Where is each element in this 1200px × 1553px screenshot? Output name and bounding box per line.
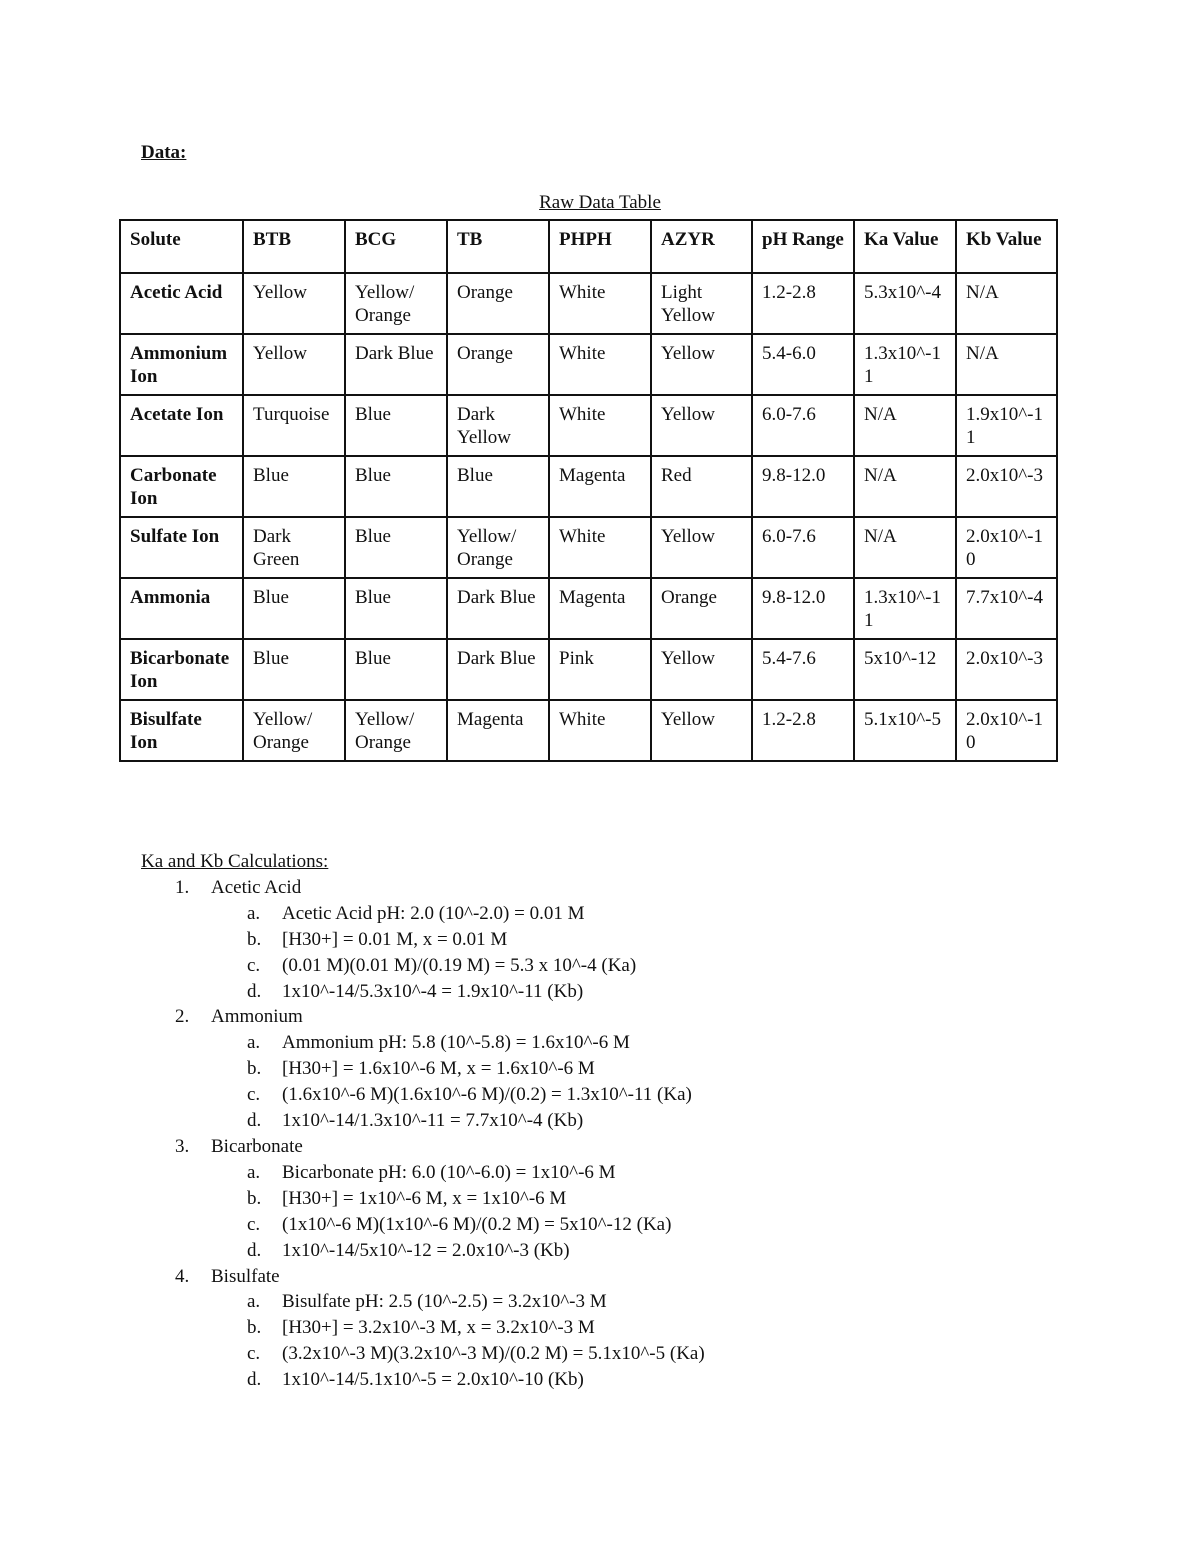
- step-letter: d.: [247, 980, 262, 1002]
- table-row: [120, 334, 1057, 395]
- table-cell: 1.9x10^-1 1: [956, 395, 1057, 456]
- table-cell: 2.0x10^-1 0: [956, 700, 1057, 761]
- table-cell: N/A: [956, 273, 1057, 334]
- step-text: 1x10^-14/5.3x10^-4 = 1.9x10^-11 (Kb): [282, 980, 584, 1002]
- table-cell: 5.4-7.6: [752, 639, 854, 700]
- table-cell: Yellow/ Orange: [345, 273, 447, 334]
- step-text: [H30+] = 1.6x10^-6 M, x = 1.6x10^-6 M: [282, 1058, 595, 1080]
- calculation-step: [141, 1030, 705, 1056]
- calculation-label: Bisulfate: [211, 1265, 280, 1287]
- section-heading: Data:: [141, 142, 187, 163]
- step-letter: c.: [247, 1084, 261, 1106]
- table-cell: 9.8-12.0: [752, 578, 854, 639]
- step-letter: c.: [247, 1343, 261, 1365]
- table-cell: White: [549, 517, 651, 578]
- table-cell: Yellow: [651, 334, 752, 395]
- table-cell: 7.7x10^-4: [956, 578, 1057, 639]
- table-header-row: [120, 220, 1057, 273]
- calculations-list: [141, 875, 705, 1393]
- table-cell: Yellow/ Orange: [447, 517, 549, 578]
- table-cell: Yellow/ Orange: [243, 700, 345, 761]
- step-text: [H30+] = 1x10^-6 M, x = 1x10^-6 M: [282, 1187, 567, 1209]
- calculation-heading: [141, 875, 705, 901]
- table-cell: White: [549, 273, 651, 334]
- step-letter: c.: [247, 1213, 261, 1235]
- table-cell: 1.3x10^-1 1: [854, 334, 956, 395]
- table-cell: Yellow: [651, 395, 752, 456]
- step-letter: a.: [247, 1032, 261, 1054]
- table-cell: Blue: [345, 395, 447, 456]
- table-cell: Orange: [447, 334, 549, 395]
- raw-data-table: [119, 219, 1058, 762]
- table-cell: White: [549, 334, 651, 395]
- table-cell: Blue: [243, 456, 345, 517]
- table-cell: Magenta: [447, 700, 549, 761]
- table-cell: 1.2-2.8: [752, 273, 854, 334]
- table-cell: Blue: [345, 578, 447, 639]
- table-cell: 6.0-7.6: [752, 517, 854, 578]
- solute-cell: Acetate Ion: [120, 395, 243, 456]
- step-text: Bicarbonate pH: 6.0 (10^-6.0) = 1x10^-6 M: [282, 1161, 616, 1183]
- calculation-step: [141, 1056, 705, 1082]
- calculation-heading: [141, 1134, 705, 1160]
- step-letter: d.: [247, 1110, 262, 1132]
- table-cell: Blue: [447, 456, 549, 517]
- step-letter: a.: [247, 1291, 261, 1313]
- step-letter: d.: [247, 1369, 262, 1391]
- table-cell: Light Yellow: [651, 273, 752, 334]
- table-row: [120, 639, 1057, 700]
- step-text: (3.2x10^-3 M)(3.2x10^-3 M)/(0.2 M) = 5.1x10^-5 (Ka): [282, 1343, 705, 1365]
- solute-cell: Bisulfate Ion: [120, 700, 243, 761]
- table-cell: Yellow: [243, 334, 345, 395]
- table-cell: Orange: [447, 273, 549, 334]
- solute-cell: Sulfate Ion: [120, 517, 243, 578]
- calculation-heading: [141, 1004, 705, 1030]
- calculation-step: [141, 1186, 705, 1212]
- step-text: [H30+] = 3.2x10^-3 M, x = 3.2x10^-3 M: [282, 1317, 595, 1339]
- step-letter: a.: [247, 1161, 261, 1183]
- column-header: BCG: [345, 220, 447, 273]
- list-number: 4.: [175, 1265, 190, 1287]
- table-cell: Orange: [651, 578, 752, 639]
- calculation-step: [141, 1315, 705, 1341]
- step-text: Bisulfate pH: 2.5 (10^-2.5) = 3.2x10^-3 M: [282, 1291, 607, 1313]
- table-cell: 9.8-12.0: [752, 456, 854, 517]
- step-text: (1x10^-6 M)(1x10^-6 M)/(0.2 M) = 5x10^-12 (Ka): [282, 1213, 672, 1235]
- calculation-step: [141, 901, 705, 927]
- table-cell: Blue: [243, 639, 345, 700]
- calculation-heading: [141, 1264, 705, 1290]
- solute-cell: Ammonia: [120, 578, 243, 639]
- step-text: Ammonium pH: 5.8 (10^-5.8) = 1.6x10^-6 M: [282, 1032, 630, 1054]
- table-cell: 2.0x10^-1 0: [956, 517, 1057, 578]
- table-caption: Raw Data Table: [539, 192, 661, 213]
- solute-cell: Ammonium Ion: [120, 334, 243, 395]
- table-cell: 1.2-2.8: [752, 700, 854, 761]
- step-text: (1.6x10^-6 M)(1.6x10^-6 M)/(0.2) = 1.3x10^-11 (Ka): [282, 1084, 692, 1106]
- step-text: (0.01 M)(0.01 M)/(0.19 M) = 5.3 x 10^-4 (Ka): [282, 954, 637, 976]
- table-cell: Dark Blue: [345, 334, 447, 395]
- solute-cell: Carbonate Ion: [120, 456, 243, 517]
- table-cell: 5x10^-12: [854, 639, 956, 700]
- calculation-step: [141, 1212, 705, 1238]
- column-header: Kb Value: [956, 220, 1057, 273]
- calculation-step: [141, 953, 705, 979]
- calculation-label: Bicarbonate: [211, 1135, 303, 1157]
- table-row: [120, 456, 1057, 517]
- solute-cell: Acetic Acid: [120, 273, 243, 334]
- calculation-label: Ammonium: [211, 1006, 303, 1028]
- calculation-step: [141, 1367, 705, 1393]
- table-cell: Yellow: [651, 639, 752, 700]
- column-header: BTB: [243, 220, 345, 273]
- table-cell: 2.0x10^-3: [956, 639, 1057, 700]
- table-cell: Dark Green: [243, 517, 345, 578]
- calculation-label: Acetic Acid: [211, 876, 302, 898]
- table-cell: White: [549, 700, 651, 761]
- column-header: PHPH: [549, 220, 651, 273]
- step-text: 1x10^-14/5.1x10^-5 = 2.0x10^-10 (Kb): [282, 1369, 584, 1391]
- table-cell: Blue: [345, 456, 447, 517]
- list-number: 1.: [175, 876, 190, 898]
- calculation-step: [141, 979, 705, 1005]
- step-letter: b.: [247, 1187, 262, 1209]
- table-cell: 5.3x10^-4: [854, 273, 956, 334]
- calculation-step: [141, 1108, 705, 1134]
- column-header: Ka Value: [854, 220, 956, 273]
- table-cell: Dark Yellow: [447, 395, 549, 456]
- table-cell: Turquoise: [243, 395, 345, 456]
- step-letter: a.: [247, 902, 261, 924]
- solute-cell: Bicarbonate Ion: [120, 639, 243, 700]
- calculation-step: [141, 1238, 705, 1264]
- table-row: [120, 395, 1057, 456]
- table-cell: N/A: [854, 456, 956, 517]
- table-row: [120, 578, 1057, 639]
- step-letter: d.: [247, 1239, 262, 1261]
- table-row: [120, 700, 1057, 761]
- table-cell: Dark Blue: [447, 578, 549, 639]
- calculation-step: [141, 1341, 705, 1367]
- table-cell: Yellow: [651, 700, 752, 761]
- table-cell: Blue: [345, 639, 447, 700]
- table-cell: 5.4-6.0: [752, 334, 854, 395]
- list-number: 3.: [175, 1135, 190, 1157]
- calculation-item: [141, 1264, 705, 1394]
- table-cell: Yellow: [651, 517, 752, 578]
- table-cell: Yellow/ Orange: [345, 700, 447, 761]
- column-header: pH Range: [752, 220, 854, 273]
- calculation-step: [141, 927, 705, 953]
- list-number: 2.: [175, 1006, 190, 1028]
- step-letter: c.: [247, 954, 261, 976]
- step-letter: b.: [247, 1317, 262, 1339]
- table-row: [120, 273, 1057, 334]
- column-header: Solute: [120, 220, 243, 273]
- table-cell: 5.1x10^-5: [854, 700, 956, 761]
- table-cell: Blue: [345, 517, 447, 578]
- table-cell: N/A: [854, 395, 956, 456]
- table-cell: 6.0-7.6: [752, 395, 854, 456]
- table-cell: N/A: [854, 517, 956, 578]
- table-cell: N/A: [956, 334, 1057, 395]
- table-cell: 1.3x10^-1 1: [854, 578, 956, 639]
- step-letter: b.: [247, 928, 262, 950]
- calculation-item: [141, 875, 705, 1005]
- column-header: TB: [447, 220, 549, 273]
- table-cell: Pink: [549, 639, 651, 700]
- calculation-step: [141, 1160, 705, 1186]
- table-cell: Yellow: [243, 273, 345, 334]
- calculations-section: [141, 849, 705, 1393]
- step-text: 1x10^-14/5x10^-12 = 2.0x10^-3 (Kb): [282, 1239, 570, 1261]
- table-row: [120, 517, 1057, 578]
- calculations-title: Ka and Kb Calculations:: [141, 851, 329, 872]
- calculation-item: [141, 1134, 705, 1264]
- table-cell: White: [549, 395, 651, 456]
- calculation-step: [141, 1082, 705, 1108]
- table-cell: Dark Blue: [447, 639, 549, 700]
- step-letter: b.: [247, 1058, 262, 1080]
- table-cell: Magenta: [549, 578, 651, 639]
- calculation-step: [141, 1289, 705, 1315]
- table-cell: Red: [651, 456, 752, 517]
- calculation-item: [141, 1004, 705, 1134]
- step-text: [H30+] = 0.01 M, x = 0.01 M: [282, 928, 508, 950]
- step-text: Acetic Acid pH: 2.0 (10^-2.0) = 0.01 M: [282, 902, 585, 924]
- column-header: AZYR: [651, 220, 752, 273]
- step-text: 1x10^-14/1.3x10^-11 = 7.7x10^-4 (Kb): [282, 1110, 584, 1132]
- table-cell: Magenta: [549, 456, 651, 517]
- table-cell: Blue: [243, 578, 345, 639]
- table-cell: 2.0x10^-3: [956, 456, 1057, 517]
